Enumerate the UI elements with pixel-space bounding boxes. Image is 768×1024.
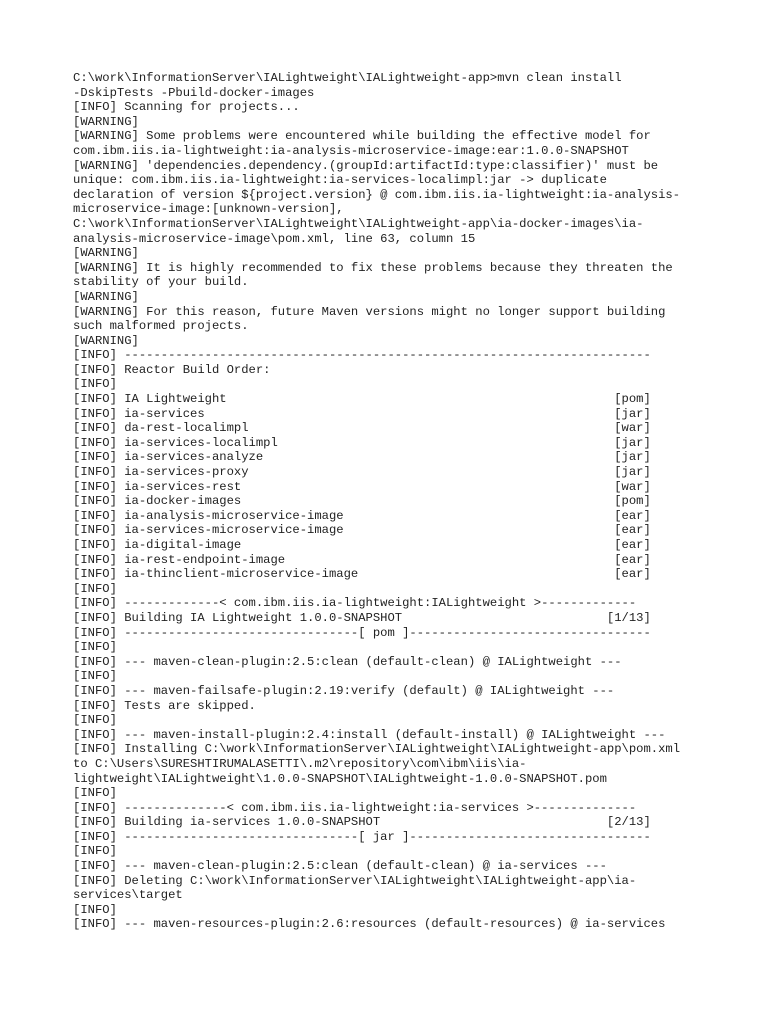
log-line: analysis-microservice-image\pom.xml, line 63, column 15	[73, 231, 476, 246]
reactor-order-item: [INFO] ia-services-microservice-image [ear]	[73, 523, 651, 538]
reactor-order-item: [INFO] ia-docker-images [pom]	[73, 494, 651, 509]
build-progress-line: [INFO] Building ia-services 1.0.0-SNAPSHOT [2/13]	[73, 815, 651, 830]
reactor-order-item: [INFO] ia-services-analyze [jar]	[73, 450, 651, 465]
log-line: [INFO]	[73, 377, 117, 392]
reactor-order-item: [INFO] ia-analysis-microservice-image [ear]	[73, 508, 651, 523]
log-separator: [INFO] ------------------------------------------------------------------------	[73, 348, 651, 363]
log-line: [WARNING] 'dependencies.dependency.(groupId:artifactId:type:classifier)' must be	[73, 158, 659, 173]
log-line: [INFO]	[73, 902, 117, 917]
reactor-order-item: [INFO] ia-services-localimpl [jar]	[73, 435, 651, 450]
log-line: unique: com.ibm.iis.ia-lightweight:ia-services-localimpl:jar -> duplicate	[73, 173, 607, 188]
log-line: [INFO]	[73, 844, 117, 859]
log-line: [WARNING]	[73, 333, 139, 348]
log-line: services\target	[73, 888, 183, 903]
log-line: [INFO] Scanning for projects...	[73, 100, 300, 115]
reactor-order-item: [INFO] ia-rest-endpoint-image [ear]	[73, 552, 651, 567]
log-separator: [INFO] --------------------------------[ jar ]---------------------------------	[73, 829, 651, 844]
log-line: lightweight\IALightweight\1.0.0-SNAPSHOT\IALightweight-1.0.0-SNAPSHOT.pom	[73, 771, 607, 786]
reactor-order-item: [INFO] IA Lightweight [pom]	[73, 392, 651, 407]
log-line: [INFO]	[73, 581, 117, 596]
log-line: [INFO] --- maven-resources-plugin:2.6:resources (default-resources) @ ia-services	[73, 917, 666, 932]
reactor-order-item: [INFO] ia-digital-image [ear]	[73, 538, 651, 552]
log-line: [WARNING]	[73, 114, 139, 129]
log-line: [WARNING] For this reason, future Maven versions might no longer support building	[73, 304, 666, 319]
console-log	[73, 71, 713, 932]
log-separator: [INFO] -------------< com.ibm.iis.ia-lightweight:IALightweight >-------------	[73, 596, 637, 611]
log-line: [INFO] --- maven-failsafe-plugin:2.19:verify (default) @ IALightweight ---	[73, 683, 615, 698]
log-line: [WARNING]	[73, 289, 139, 304]
log-separator: [INFO] --------------< com.ibm.iis.ia-lightweight:ia-services >--------------	[73, 800, 637, 815]
log-line: C:\work\InformationServer\IALightweight\IALightweight-app\ia-docker-images\ia-	[73, 216, 644, 231]
log-line: [INFO]	[73, 786, 117, 801]
log-line: [INFO] --- maven-install-plugin:2.4:install (default-install) @ IALightweight ---	[73, 727, 666, 742]
log-line: com.ibm.iis.ia-lightweight:ia-analysis-microservice-image:ear:1.0.0-SNAPSHOT	[73, 143, 629, 158]
reactor-order-item: [INFO] ia-services [jar]	[73, 406, 651, 421]
log-line: [INFO] --- maven-clean-plugin:2.5:clean (default-clean) @ ia-services ---	[73, 859, 607, 874]
log-line: microservice-image:[unknown-version],	[73, 202, 344, 217]
log-line: [WARNING] It is highly recommended to fix these problems because they threaten the	[73, 260, 673, 275]
log-line: [WARNING]	[73, 246, 139, 261]
reactor-order-item: [INFO] ia-services-proxy [jar]	[73, 465, 651, 480]
log-line: stability of your build.	[73, 275, 249, 290]
log-line: [INFO] Deleting C:\work\InformationServer\IALightweight\IALightweight-app\ia-	[73, 873, 637, 888]
log-line: [WARNING] Some problems were encountered while building the effective model for	[73, 129, 651, 144]
log-line: [INFO]	[73, 669, 117, 684]
log-line: [INFO]	[73, 713, 117, 728]
log-line: declaration of version ${project.version} @ com.ibm.iis.ia-lightweight:ia-analysis-	[73, 187, 681, 202]
log-line: [INFO]	[73, 640, 117, 655]
log-line-command: C:\work\InformationServer\IALightweight\IALightweight-app>mvn clean install	[73, 71, 622, 85]
log-line: [INFO] --- maven-clean-plugin:2.5:clean (default-clean) @ IALightweight ---	[73, 654, 622, 669]
reactor-order-item: [INFO] ia-thinclient-microservice-image [ear]	[73, 567, 651, 582]
build-progress-line: [INFO] Building IA Lightweight 1.0.0-SNAPSHOT [1/13]	[73, 610, 651, 625]
reactor-order-item: [INFO] da-rest-localimpl [war]	[73, 421, 651, 436]
log-line: [INFO] Tests are skipped.	[73, 698, 256, 713]
log-line: to C:\Users\SURESHTIRUMALASETTI\.m2\repository\com\ibm\iis\ia-	[73, 756, 527, 771]
log-line: [INFO] Installing C:\work\InformationServer\IALightweight\IALightweight-app\pom.xml	[73, 742, 681, 757]
log-separator: [INFO] --------------------------------[ pom ]---------------------------------	[73, 625, 651, 640]
reactor-order-item: [INFO] ia-services-rest [war]	[73, 479, 651, 494]
log-line: such malformed projects.	[73, 319, 249, 334]
log-line: [INFO] Reactor Build Order:	[73, 362, 271, 377]
log-line-command-args: -DskipTests -Pbuild-docker-images	[73, 85, 315, 100]
